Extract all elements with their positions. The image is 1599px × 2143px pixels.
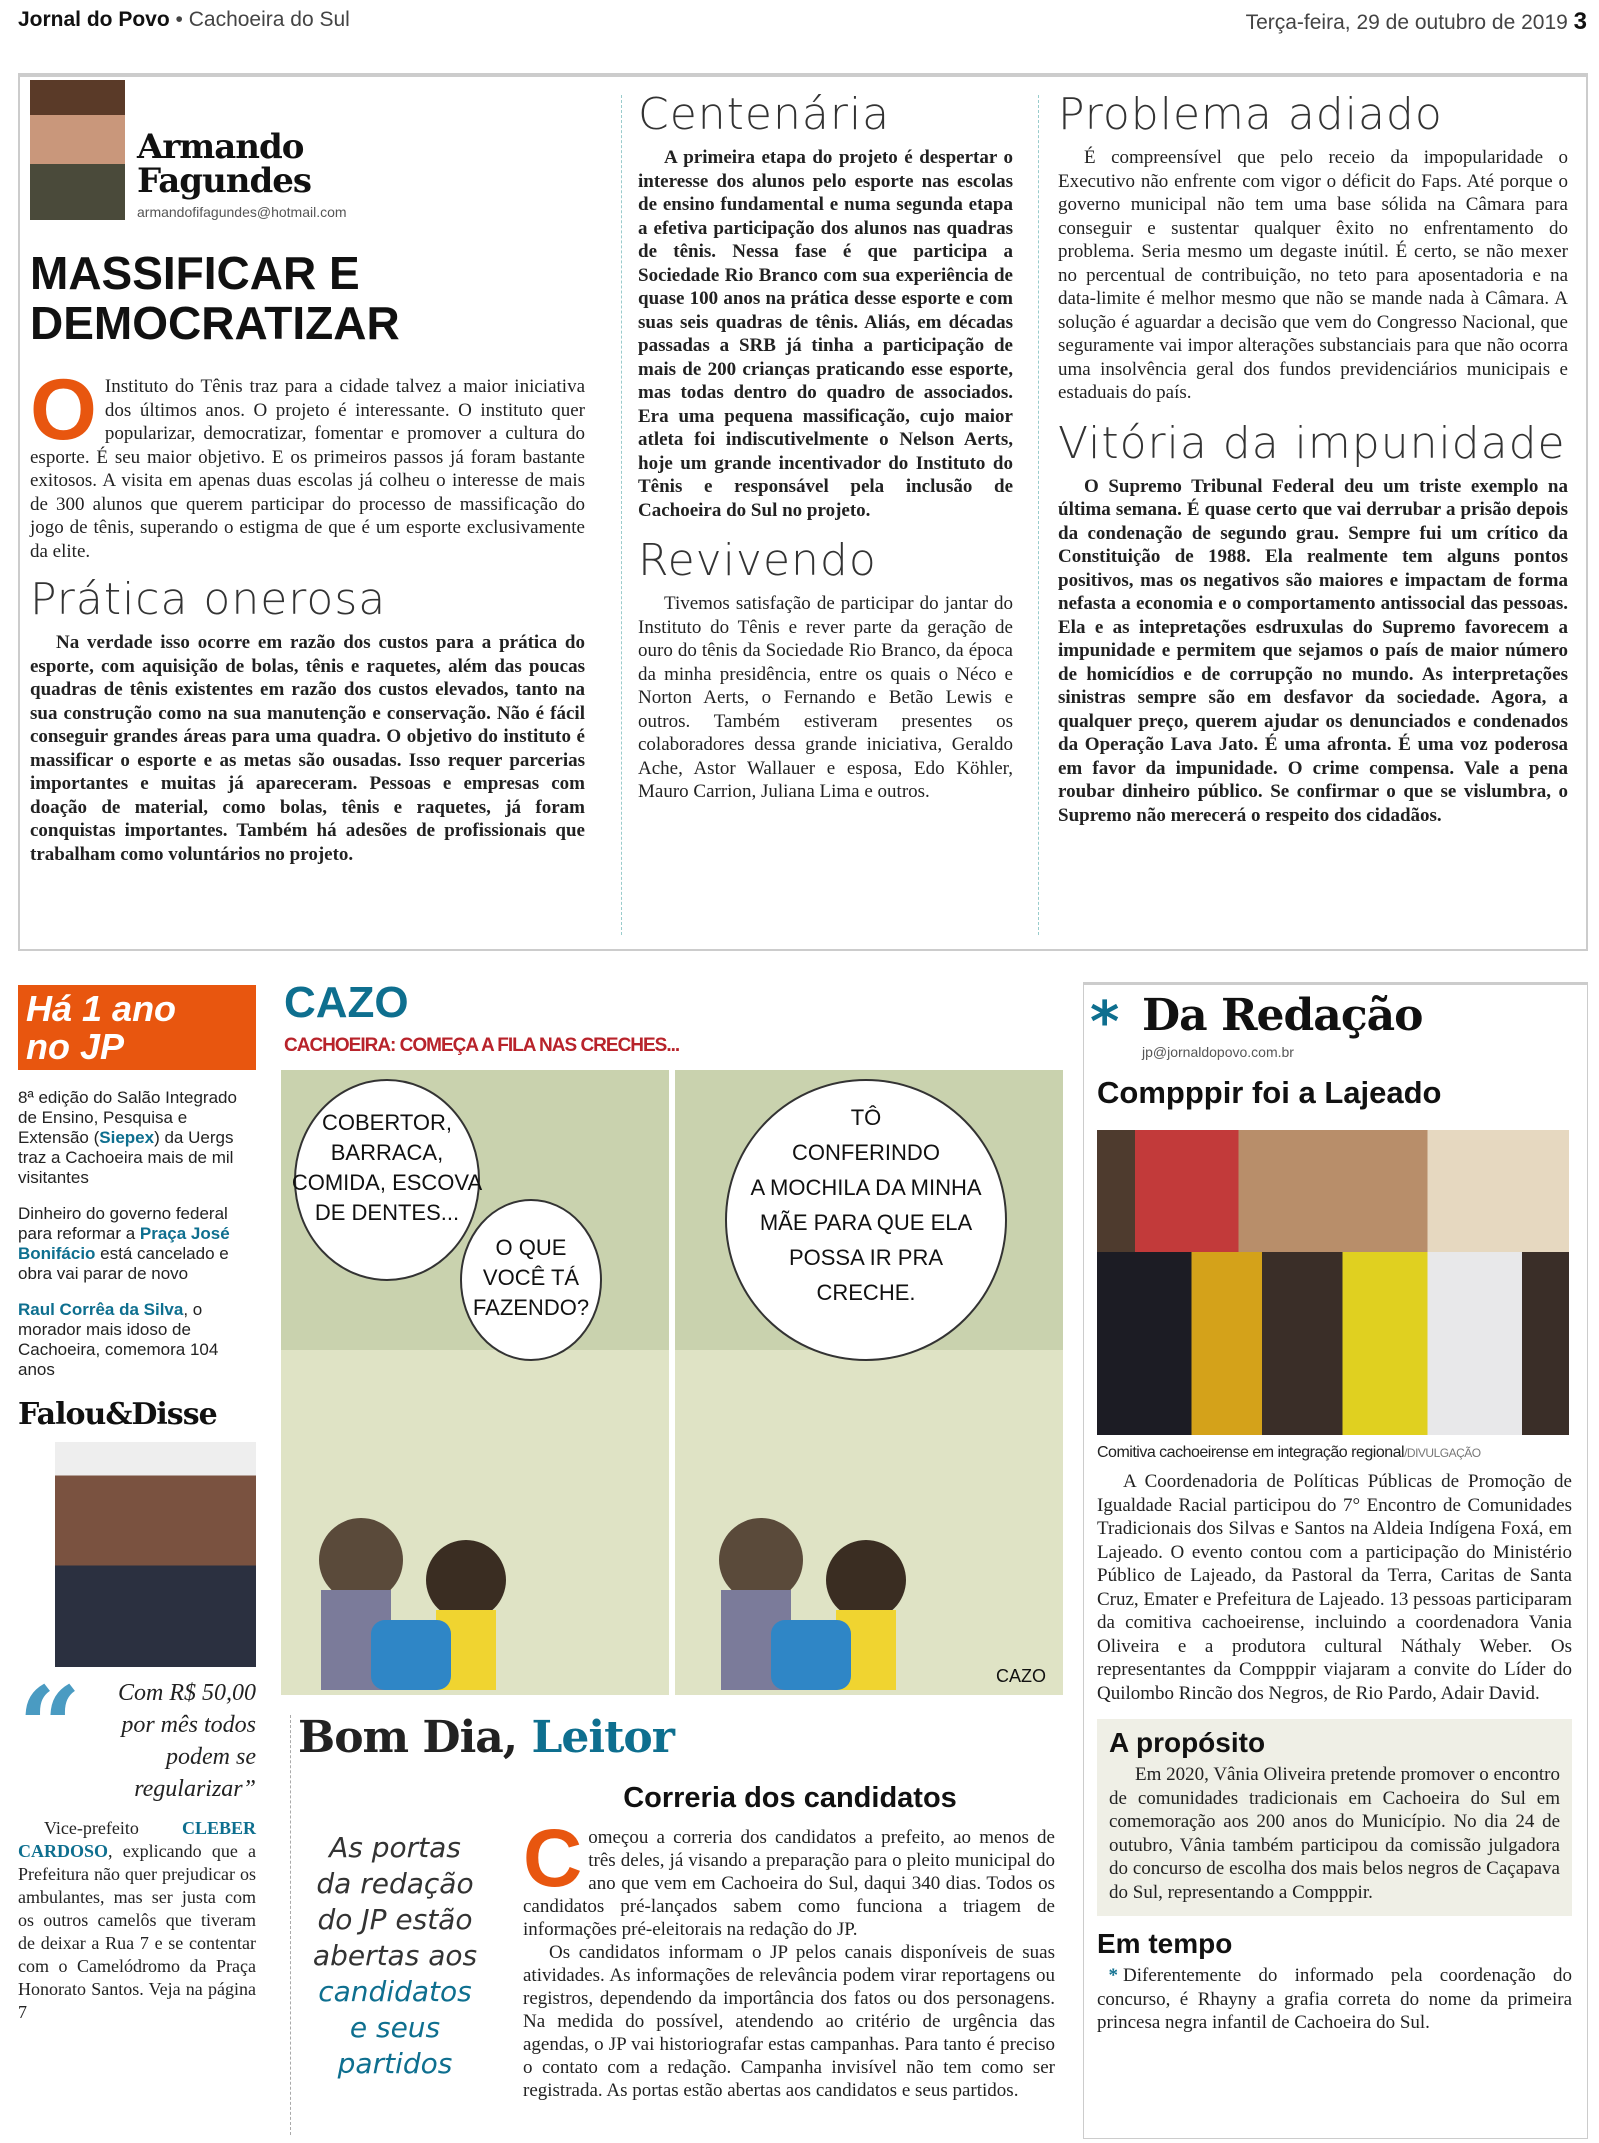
falou-title: Falou&Disse	[18, 1397, 217, 1432]
author-first: Armando	[137, 127, 304, 167]
cartoon	[281, 1070, 1063, 1695]
page-number: 3	[1573, 8, 1587, 35]
author-name	[137, 127, 312, 201]
redacao-headline: Compppir foi a Lajeado	[1097, 1075, 1442, 1110]
paper-name: Jornal do Povo	[18, 8, 170, 31]
section-text: O Supremo Tribunal Federal deu um triste exemplo na última semana. É quase certo que vai derrubar a prisão depois da condenação de segundo grau. Sempre fui um crítico da Constituição de 1988. Ela realmente tem alguns pontos positivos, mas os negativos são maiores e impactam de forma nefasta a economia e o comportamento antissocial das pessoas. Ela e as intepretações esdruxulas do Supremo favorecem a impunidade e permitem que sejamos o país de maior número de homicídios e de corrupção no mundo. As interpretações sinistras sempre são em desfavor da sociedade. Agora, a qualquer preço, querem ajudar os denunciados e condenados da Operação Lava Jato. É uma afronta. É uma voz poderosa em favor da impunidade. O crime compensa. Vale a pena roubar dinheiro público. Se confirmar o que se vislumbra, o Supremo não merecerá o respeito dos cidadãos.	[1058, 475, 1568, 826]
date: Terça-feira, 29 de outubro de 2019	[1245, 11, 1568, 34]
bomdia-headline: Correria dos candidatos	[623, 1782, 957, 1814]
ha1ano-item: Dinheiro do governo federal para reformar a Praça José Bonifácio está cancelado e obra vai parar de novo	[18, 1204, 230, 1283]
bomdia-paragraph: Começou a correria dos candidatos a prefeito, ao menos de três deles, já visando a preparação para o pleito municipal do ano que vem em Cachoeira do Sul, daqui 340 dias. Todos os candidatos pré-lançados sabem como funciona a triagem de informações pré-eleitorais na redação do JP.	[523, 1813, 1055, 1940]
drop-cap: O	[30, 362, 97, 458]
ha1ano-item: 8ª edição do Salão Integrado de Ensino, Pesquisa e Extensão (Siepex) da Uergs traz a Cachoeira mais de mil visitantes	[18, 1088, 237, 1187]
bubble-text: O QUE VOCÊ TÁ FAZENDO?	[472, 1235, 590, 1320]
redacao-text: A Coordenadoria de Políticas Públicas de Promoção de Igualdade Racial participou do 7° Encontro de Comunidades Tradicionais dos Silvas e Santos na Aldeia Indígena Foxá, em Lajeado. O evento contou com a participação do Ministério Público de Lajeado, da Pastoral da Terra, Caritas de Santa Cruz, Emater e Prefeitura de Lajeado. 13 pessoas participaram da comitiva cachoeirense, incluindo a coordenadora Vania Oliveira e a produtora cultural Náthaly Weber. Os representantes da Compppir viajaram a convite do Líder do Quilombo Rincão dos Negros, de Rio Pardo, Adair David.	[1097, 1471, 1572, 1704]
quote-mark-icon: “	[18, 1677, 82, 1757]
cartoon-title: CAZO	[284, 978, 409, 1027]
bubble-text: COBERTOR, BARRACA, COMIDA, ESCOVA DE DENTES...	[291, 1110, 483, 1225]
proposito-title: A propósito	[1109, 1727, 1266, 1758]
quote-text: Com R$ 50,00 por mês todos podem se regularizar”	[118, 1680, 256, 1802]
quote-photo	[55, 1442, 256, 1667]
emtempo-text: * Diferentemente do informado pela coordenação do concurso, é Rhayny a grafia correta do nome da primeira princesa negra infantil de Cachoeira do Sul.	[1097, 1965, 1572, 2033]
section-title: Centenária	[638, 89, 891, 140]
ha1ano-item: Raul Corrêa da Silva, o morador mais idoso de Cachoeira, comemora 104 anos	[18, 1300, 219, 1379]
bomdia-title: Bom Dia, Leitor	[298, 1712, 674, 1763]
section-text: Tivemos satisfação de participar do jantar do Instituto do Tênis e rever parte da geração de ouro do tênis da Sociedade Rio Branco, da época da minha presidência, entre os quais o Néco e Norton Aerts, o Fernando e Betão Lewis e outros. Também estiveram presentes os colaboradores dessa grande iniciativa, Geraldo Ache, Astor Wallauer e esposa, Edo Köhler, Mauro Carrion, Juliana Lima e outros.	[638, 593, 1013, 802]
redacao-email: jp@jornaldopovo.com.br	[1142, 1044, 1294, 1060]
bomdia-paragraph: Os candidatos informam o JP pelos canais disponíveis de suas atividades. As informações de relevância podem virar reportagens ou registros, dependendo da importância dos fatos ou dos personagens. Na medida do possível, atendendo ao critério de urgência das agendas, o JP vai historiografar estas campanhas. Para tanto é preciso o contato com a redação. Campanha invisível não tem como ser registrada. As portas estão abertas aos candidatos e seus partidos.	[523, 1942, 1055, 2101]
section-title: Prática onerosa	[30, 574, 387, 625]
proposito-box	[1097, 1719, 1572, 1916]
redacao-photo	[1097, 1130, 1569, 1435]
drop-cap: C	[523, 1813, 583, 1904]
left-column	[18, 985, 256, 2024]
bubble-text: TÔ CONFERINDO A MOCHILA DA MINHA MÃE PARA QUE ELA POSSA IR PRA CRECHE.	[750, 1105, 982, 1305]
ha1ano-line: no JP	[26, 1026, 125, 1067]
bomdia-side-quote: As portas da redação do JP estão abertas aos candidatos e seus partidos	[312, 1831, 478, 2080]
cartoon-subtitle: CACHOEIRA: COMEÇA A FILA NAS CRECHES...	[284, 1035, 680, 1056]
divider	[1038, 95, 1039, 935]
section-text: É compreensível que pelo receio da impopularidade o Executivo não enfrente com vigor o déficit do Faps. Até porque o governo municipal não tem uma base sólida na Câmara para conseguir e sustentar qualquer êxito no enfrentamento do problema. Seria mesmo um degaste inútil. É certo, se não mexer no percentual de contribuição, no teto para aposentadoria e na data-limite é melhor mesmo que não se mande nada à Câmara. A solução é aguardar a decisão que vem do Congresso Nacional, que seguramente vai impor alterações substanciais para que não ocorra uma insolvência geral dos fundos previdenciários municipais e estaduais do país.	[1058, 147, 1568, 403]
intro-paragraph	[30, 362, 585, 563]
ha1ano-list	[18, 1088, 256, 1380]
photo-caption: Comitiva cachoeirense em integração regional/DIVULGAÇÃO	[1097, 1444, 1481, 1461]
section-text: A primeira etapa do projeto é despertar o interesse dos alunos pelo esporte nas escolas de ensino fundamental e numa segunda etapa a efetiva participação dos alunos nas quadras de tênis. Nessa fase é que participa a Sociedade Rio Branco com sua experiência de quase 100 anos na prática desse esporte e com suas seis quadras de tênis. Aliás, em décadas passadas a SRB já tinha a participação de mais de 200 crianças praticando esse esporte, mas todas dentro do quadro de associados. Era uma pequena massificação, cujo maior atleta foi indiscutivelmente o Nelson Aerts, hoje um grande incentivador do Instituto do Tênis e responsável pela inclusão de Cachoeira do Sul no projeto.	[638, 147, 1013, 521]
section-title: Vitória da impunidade	[1058, 417, 1566, 469]
quote-block	[18, 1677, 256, 1805]
intro-text: Instituto do Tênis traz para a cidade talvez a maior iniciativa dos últimos anos. O projeto é interessante. O instituto quer popularizar, democratizar, fomentar e promover a cultura do esporte. É seu maior objetivo. E os primeiros passos já foram bastante exitosos. A visita em apenas duas escolas já colheu o interesse de mais de 300 alunos que querem participar do processo de massificação do jogo de tênis, superando o estigma de que é um esporte exclusivamente da elite.	[30, 376, 585, 562]
author-email: armandofifagundes@hotmail.com	[137, 204, 347, 220]
masthead: Jornal do Povo • Cachoeira do Sul	[18, 8, 350, 31]
date-line	[1246, 8, 1587, 36]
divider	[621, 95, 622, 935]
redacao-flow	[1097, 1442, 1572, 2035]
ha1ano-line: Há 1 ano	[26, 988, 177, 1029]
redacao-title: Da Redação	[1142, 990, 1423, 1041]
ha1ano-banner	[18, 985, 256, 1070]
column-title: MASSIFICAR E DEMOCRATIZAR	[30, 247, 400, 349]
city: Cachoeira do Sul	[188, 8, 350, 31]
section-text: Na verdade isso ocorre em razão dos custos para a prática do esporte, com aquisição de bolas, tênis e raquetes, além das poucas quadras de tênis existentes em razão dos custos elevados, tanto na sua construção como na sua manutenção e conservação. Não é fácil conseguir grandes áreas para uma quadra. O objetivo do instituto é massificar o esporte e as metas são ousadas. Isso requer parcerias importantes e muitas já apareceram. Pessoas e empresas com doação de material, como bolas, tênis e raquetes, já foram conquistas importantes. Também há adesões de profissionais que trabalham como voluntários no projeto.	[30, 632, 585, 865]
author-photo	[30, 80, 125, 220]
section-title: Revivendo	[638, 535, 877, 586]
quote-attribution: Vice-prefeito CLEBER CARDOSO, explicando que a Prefeitura não quer prejudicar os ambulantes, mas ser justa com os outros camelôs que tiveram de deixar a Rua 7 e se contentar com o Camelódromo da Praça Honorato Santos. Veja na página 7	[18, 1818, 256, 2022]
author-last: Fagundes	[137, 161, 312, 201]
emtempo-title: Em tempo	[1097, 1928, 1233, 1959]
asterisk-icon: *	[1090, 990, 1120, 1055]
cartoon-signature: CAZO	[995, 1666, 1047, 1686]
section-title: Problema adiado	[1058, 89, 1443, 140]
proposito-text: Em 2020, Vânia Oliveira pretende promover o encontro de comunidades tradicionais em Cachoeira do Sul em comemoração aos 200 anos do Município. No dia 24 de outubro, Vânia também participou da comissão julgadora do concurso de escolha dos mais belos negros de Caçapava do Sul, representando a Compppir.	[1109, 1764, 1560, 1903]
